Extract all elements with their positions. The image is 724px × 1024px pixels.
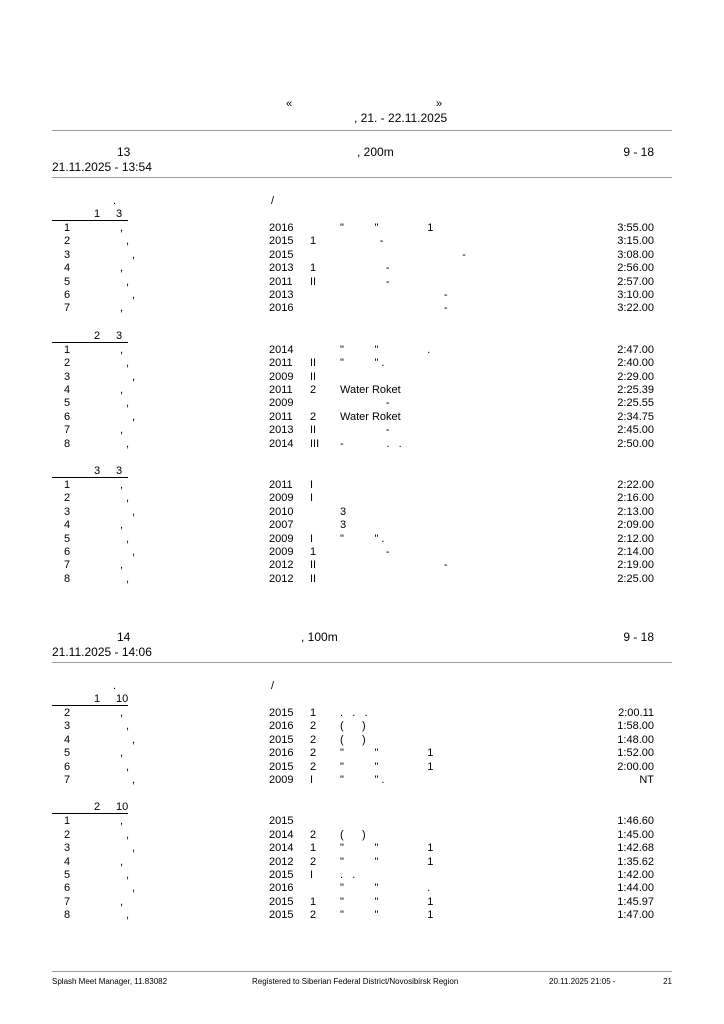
result-name: ,	[132, 289, 136, 301]
result-time: 2:22.00	[617, 479, 654, 491]
result-year: 2009	[269, 532, 294, 545]
result-rank: I	[310, 479, 314, 491]
result-team: " " .	[340, 532, 385, 545]
result-name: ,	[120, 384, 124, 396]
result-team: ( )	[340, 720, 366, 733]
heat-underline	[52, 813, 128, 814]
result-year: 2015	[269, 235, 294, 248]
result-time: 3:55.00	[617, 222, 654, 234]
event-title: , 100m	[301, 630, 338, 644]
result-name: ,	[126, 869, 130, 881]
result-rank: 1	[310, 235, 317, 248]
result-team: -	[340, 424, 390, 437]
result-place: 2	[64, 235, 71, 248]
result-year: 2010	[269, 505, 294, 518]
result-place: 1	[64, 343, 71, 356]
footer-software: Splash Meet Manager, 11.83082	[52, 977, 168, 986]
result-team: ( )	[340, 733, 366, 746]
result-rank: II	[310, 275, 317, 288]
meet-dates: , 21. - 22.11.2025	[354, 111, 448, 125]
result-year: 2009	[269, 546, 294, 558]
result-team: -	[340, 289, 448, 301]
result-name: ,	[126, 397, 130, 410]
title-quote-right: »	[436, 98, 443, 110]
result-year: 2016	[269, 747, 294, 760]
result-team: . . .	[340, 707, 368, 719]
result-year: 2014	[269, 842, 294, 855]
result-place: 1	[64, 815, 71, 828]
result-time: 2:16.00	[617, 492, 654, 505]
result-year: 2011	[269, 479, 293, 491]
column-header-left: .	[113, 680, 117, 692]
result-time: 2:40.00	[617, 357, 654, 370]
result-time: 2:50.00	[617, 437, 654, 450]
result-name: ,	[120, 747, 124, 760]
result-team: -	[340, 262, 390, 275]
result-rank: 2	[310, 384, 317, 396]
result-rank: II	[310, 357, 317, 370]
result-time: 3:08.00	[617, 248, 654, 261]
result-team: Water Roket	[340, 384, 401, 396]
result-name: ,	[120, 302, 124, 315]
result-time: 2:47.00	[617, 343, 654, 356]
heat-count: 10	[116, 693, 129, 705]
result-rank: II	[310, 370, 317, 383]
column-header-mid: /	[271, 195, 275, 207]
result-rank: II	[310, 559, 317, 572]
result-name: ,	[126, 720, 130, 733]
result-time: 2:09.00	[617, 519, 654, 532]
result-time: 1:46.60	[617, 815, 654, 828]
column-header-left: .	[113, 195, 117, 207]
result-rank: II	[310, 572, 317, 585]
heat-number: 1	[94, 693, 101, 705]
result-team: -	[340, 275, 390, 288]
result-name: ,	[120, 479, 124, 491]
result-year: 2009	[269, 774, 294, 786]
result-year: 2009	[269, 492, 294, 505]
result-team: -	[340, 248, 466, 261]
result-year: 2012	[269, 572, 294, 585]
result-time: 2:57.00	[617, 275, 654, 288]
event-number: 14	[117, 630, 131, 644]
result-name: ,	[120, 519, 124, 532]
heat-underline	[52, 477, 128, 478]
result-team: " " .	[340, 882, 431, 895]
result-name: ,	[126, 572, 130, 585]
result-time: 1:58.00	[617, 720, 654, 733]
result-rank: 2	[310, 720, 317, 733]
result-year: 2015	[269, 909, 294, 922]
footer-page-number: 21	[663, 977, 672, 986]
result-rank: 2	[310, 828, 317, 841]
event-datetime: 21.11.2025 - 13:54	[52, 160, 152, 174]
heat-underline	[52, 342, 128, 343]
result-name: ,	[126, 492, 130, 505]
result-place: 5	[64, 532, 71, 545]
result-place: 4	[64, 519, 71, 532]
result-year: 2011	[269, 384, 293, 396]
result-time: 2:25.55	[617, 397, 654, 410]
result-year: 2013	[269, 262, 294, 275]
heat-number: 1	[94, 208, 101, 220]
result-year: 2009	[269, 370, 294, 383]
result-team: 3	[340, 505, 347, 518]
result-rank: I	[310, 869, 314, 881]
heat-underline	[52, 705, 128, 706]
result-rank: 2	[310, 410, 317, 423]
result-place: 5	[64, 275, 71, 288]
result-rank: 1	[310, 262, 317, 275]
result-name: ,	[120, 343, 124, 356]
result-team: " " 1	[340, 895, 434, 908]
result-name: ,	[126, 235, 130, 248]
result-place: 7	[64, 895, 71, 908]
heat-count: 3	[116, 208, 123, 220]
result-time: 1:44.00	[617, 882, 654, 895]
event-age-range: 9 - 18	[623, 630, 654, 644]
result-name: ,	[132, 774, 136, 786]
result-name: ,	[126, 275, 130, 288]
result-team: " " .	[340, 343, 431, 356]
result-year: 2015	[269, 760, 294, 773]
result-place: 3	[64, 505, 71, 518]
result-team: . .	[340, 869, 356, 881]
column-header-mid: /	[271, 680, 275, 692]
result-time: NT	[639, 774, 654, 786]
result-name: ,	[132, 546, 136, 558]
heat-count: 3	[116, 329, 123, 342]
result-time: 2:00.00	[617, 760, 654, 773]
result-year: 2011	[269, 410, 293, 423]
result-name: ,	[126, 760, 130, 773]
result-rank: 1	[310, 546, 317, 558]
result-time: 2:13.00	[617, 505, 654, 518]
result-year: 2015	[269, 707, 294, 719]
result-year: 2012	[269, 559, 294, 572]
footer-printed: 20.11.2025 21:05 -	[549, 977, 616, 986]
heat-number: 3	[94, 465, 101, 477]
result-rank: 2	[310, 760, 317, 773]
result-team: -	[340, 397, 390, 410]
result-name: ,	[132, 370, 136, 383]
result-year: 2009	[269, 397, 294, 410]
result-name: ,	[126, 437, 130, 450]
result-time: 1:52.00	[617, 747, 654, 760]
result-rank: 1	[310, 707, 317, 719]
result-name: ,	[120, 222, 124, 234]
result-place: 8	[64, 572, 71, 585]
result-place: 4	[64, 262, 71, 275]
result-time: 1:47.00	[617, 909, 654, 922]
result-year: 2016	[269, 222, 294, 234]
footer-registration: Registered to Siberian Federal District/Novosibirsk Region	[252, 977, 459, 986]
result-rank: 1	[310, 842, 317, 855]
result-time: 2:00.11	[618, 707, 654, 719]
result-year: 2015	[269, 815, 294, 828]
result-time: 1:42.00	[617, 869, 654, 881]
result-team: " " 1	[340, 909, 434, 922]
result-rank: 2	[310, 747, 317, 760]
heat-underline	[52, 220, 128, 221]
result-name: ,	[132, 248, 136, 261]
heat-number: 2	[94, 329, 101, 342]
result-rank: I	[310, 492, 314, 505]
result-time: 2:25.00	[617, 572, 654, 585]
result-year: 2016	[269, 302, 294, 315]
event-divider	[52, 662, 672, 663]
result-place: 3	[64, 842, 71, 855]
result-year: 2014	[269, 437, 294, 450]
result-year: 2007	[269, 519, 294, 532]
heat-count: 10	[116, 801, 129, 814]
result-name: ,	[126, 909, 130, 922]
result-place: 2	[64, 828, 71, 841]
result-year: 2011	[269, 275, 293, 288]
result-place: 6	[64, 760, 71, 773]
event-number: 13	[117, 145, 131, 159]
result-place: 6	[64, 289, 71, 301]
result-name: ,	[126, 532, 130, 545]
result-place: 6	[64, 410, 71, 423]
result-place: 7	[64, 559, 71, 572]
result-name: ,	[120, 424, 124, 437]
result-place: 7	[64, 774, 71, 786]
result-year: 2015	[269, 869, 294, 881]
result-name: ,	[126, 828, 130, 841]
result-time: 2:56.00	[617, 262, 654, 275]
result-place: 6	[64, 882, 71, 895]
result-name: ,	[132, 505, 136, 518]
result-place: 5	[64, 747, 71, 760]
result-place: 4	[64, 855, 71, 868]
result-place: 4	[64, 384, 71, 396]
result-team: -	[340, 302, 448, 315]
heat-count: 3	[116, 465, 123, 477]
result-place: 6	[64, 546, 71, 558]
result-team: " " .	[340, 774, 385, 786]
result-place: 2	[64, 357, 71, 370]
result-year: 2013	[269, 289, 294, 301]
result-rank: II	[310, 424, 317, 437]
result-team: 3	[340, 519, 347, 532]
footer-divider	[52, 971, 672, 972]
result-time: 2:14.00	[617, 546, 654, 558]
result-time: 1:42.68	[617, 842, 654, 855]
result-place: 8	[64, 909, 71, 922]
result-team: Water Roket	[340, 410, 401, 423]
result-name: ,	[120, 262, 124, 275]
result-team: " " 1	[340, 747, 434, 760]
result-time: 3:15.00	[617, 235, 654, 248]
result-place: 3	[64, 720, 71, 733]
result-year: 2016	[269, 882, 294, 895]
event-title: , 200m	[357, 145, 394, 159]
result-year: 2016	[269, 720, 294, 733]
result-rank: 2	[310, 733, 317, 746]
result-time: 2:25.39	[617, 384, 654, 396]
result-team: " " 1	[340, 222, 434, 234]
result-name: ,	[120, 895, 124, 908]
result-time: 2:12.00	[617, 532, 654, 545]
result-team: ( )	[340, 828, 366, 841]
result-rank: 2	[310, 855, 317, 868]
result-team: " " 1	[340, 760, 434, 773]
result-rank: I	[310, 774, 314, 786]
result-place: 2	[64, 492, 71, 505]
result-place: 5	[64, 397, 71, 410]
result-time: 2:19.00	[617, 559, 654, 572]
event-age-range: 9 - 18	[623, 145, 654, 159]
result-place: 7	[64, 302, 71, 315]
result-name: ,	[120, 815, 124, 828]
result-year: 2011	[269, 357, 293, 370]
result-place: 3	[64, 248, 71, 261]
result-place: 7	[64, 424, 71, 437]
result-year: 2014	[269, 828, 294, 841]
result-year: 2014	[269, 343, 294, 356]
result-team: -	[340, 546, 390, 558]
event-divider	[52, 177, 672, 178]
result-time: 2:34.75	[617, 410, 654, 423]
result-name: ,	[132, 410, 136, 423]
result-year: 2012	[269, 855, 294, 868]
result-team: -	[340, 559, 448, 572]
result-place: 8	[64, 437, 71, 450]
result-time: 1:48.00	[617, 733, 654, 746]
result-name: ,	[126, 357, 130, 370]
result-year: 2015	[269, 895, 294, 908]
result-place: 1	[64, 479, 71, 491]
result-team: - . .	[340, 437, 402, 450]
header-divider	[52, 130, 672, 131]
heat-number: 2	[94, 801, 101, 814]
result-rank: 1	[310, 895, 317, 908]
result-team: -	[340, 235, 384, 248]
result-name: ,	[120, 855, 124, 868]
result-year: 2015	[269, 733, 294, 746]
result-name: ,	[132, 882, 136, 895]
result-time: 1:45.00	[617, 828, 654, 841]
result-name: ,	[120, 707, 124, 719]
result-place: 2	[64, 707, 71, 719]
result-year: 2015	[269, 248, 294, 261]
result-name: ,	[132, 842, 136, 855]
result-place: 4	[64, 733, 71, 746]
result-time: 2:29.00	[617, 370, 654, 383]
result-time: 3:10.00	[617, 289, 654, 301]
result-time: 1:45.97	[617, 895, 654, 908]
result-rank: I	[310, 532, 314, 545]
event-datetime: 21.11.2025 - 14:06	[52, 645, 152, 659]
result-time: 3:22.00	[617, 302, 654, 315]
result-team: " " .	[340, 357, 385, 370]
result-team: " " 1	[340, 842, 434, 855]
result-team: " " 1	[340, 855, 434, 868]
result-name: ,	[132, 733, 136, 746]
result-place: 3	[64, 370, 71, 383]
result-time: 2:45.00	[617, 424, 654, 437]
result-time: 1:35.62	[617, 855, 654, 868]
result-place: 5	[64, 869, 71, 881]
result-rank: 2	[310, 909, 317, 922]
result-place: 1	[64, 222, 71, 234]
result-rank: III	[310, 437, 320, 450]
result-year: 2013	[269, 424, 294, 437]
title-quote-left: «	[286, 98, 293, 110]
result-name: ,	[120, 559, 124, 572]
